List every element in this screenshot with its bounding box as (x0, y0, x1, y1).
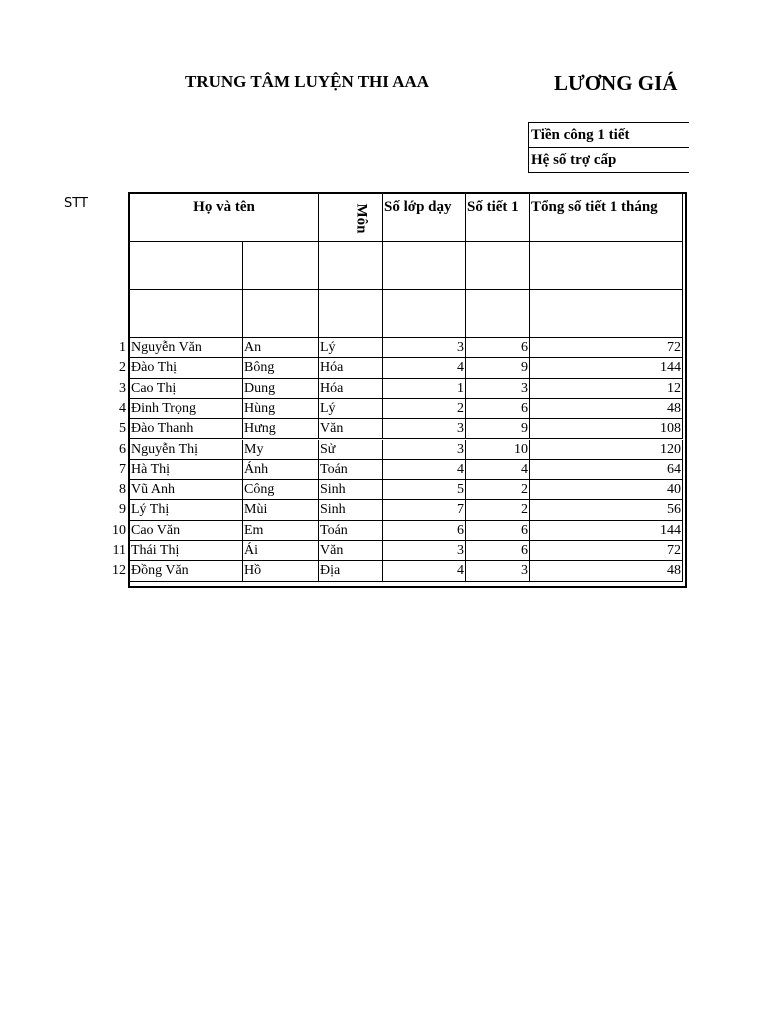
table-cell-total: 108 (530, 419, 683, 439)
table-cell-first: Em (243, 521, 319, 541)
row-number: 10 (112, 522, 126, 538)
table-cell-periods: 6 (466, 338, 530, 358)
table-cell-subject: Hóa (319, 358, 383, 378)
table-cell-subject: Lý (319, 338, 383, 358)
table-cell-subject: Sử (319, 440, 383, 460)
table-cell-subject: Sinh (319, 480, 383, 500)
table-cell-periods: 6 (466, 541, 530, 561)
table-cell-last: Đinh Trọng (130, 399, 243, 419)
table-cell-first: Hùng (243, 399, 319, 419)
table-cell-last: Đồng Văn (130, 561, 243, 581)
row-number: 9 (119, 502, 126, 518)
table-cell-last: Vũ Anh (130, 480, 243, 500)
table-cell-periods: 3 (466, 379, 530, 399)
table-cell-classes: 3 (383, 541, 466, 561)
table-cell-first: My (243, 440, 319, 460)
table-cell-classes: 4 (383, 358, 466, 378)
blank-cell (530, 290, 683, 338)
table-cell-classes: 3 (383, 338, 466, 358)
table-cell-classes: 2 (383, 399, 466, 419)
blank-cell (130, 290, 243, 338)
header-periods: Số tiết 1 (466, 194, 530, 242)
sheet-title: LƯƠNG GIÁ (554, 71, 678, 95)
row-number: 8 (119, 482, 126, 498)
table-cell-first: Hưng (243, 419, 319, 439)
table-cell-total: 48 (530, 561, 683, 581)
blank-cell (530, 242, 683, 290)
blank-cell (243, 290, 319, 338)
center-name: TRUNG TÂM LUYỆN THI AAA (185, 72, 430, 91)
table-cell-total: 72 (530, 541, 683, 561)
table-cell-last: Hà Thị (130, 460, 243, 480)
table-cell-last: Thái Thị (130, 541, 243, 561)
header-name: Họ và tên (130, 194, 319, 242)
table-cell-periods: 9 (466, 358, 530, 378)
table-cell-classes: 5 (383, 480, 466, 500)
table-cell-last: Đào Thanh (130, 419, 243, 439)
table-cell-classes: 7 (383, 500, 466, 520)
table-cell-periods: 6 (466, 521, 530, 541)
table-cell-total: 72 (530, 338, 683, 358)
table-cell-total: 48 (530, 399, 683, 419)
header-total: Tổng số tiết 1 tháng (530, 194, 683, 242)
table-cell-first: Ánh (243, 460, 319, 480)
table-cell-last: Cao Thị (130, 379, 243, 399)
row-number: 1 (119, 340, 126, 355)
row-number: 4 (119, 400, 126, 416)
row-number: 3 (119, 380, 126, 396)
info-label-allowance: Hệ số trợ cấp (529, 148, 689, 173)
table-cell-periods: 10 (466, 440, 530, 460)
table-cell-total: 40 (530, 480, 683, 500)
table-cell-first: Mùi (243, 500, 319, 520)
row-number: 7 (119, 461, 126, 477)
table-cell-classes: 1 (383, 379, 466, 399)
blank-cell (243, 242, 319, 290)
table-cell-subject: Toán (319, 460, 383, 480)
table-cell-last: Nguyễn Văn (130, 338, 243, 358)
table-cell-periods: 4 (466, 460, 530, 480)
table-cell-periods: 6 (466, 399, 530, 419)
table-cell-classes: 4 (383, 561, 466, 581)
blank-cell (319, 242, 383, 290)
table-cell-subject: Toán (319, 521, 383, 541)
blank-cell (466, 290, 530, 338)
table-cell-last: Cao Văn (130, 521, 243, 541)
table-cell-first: Dung (243, 379, 319, 399)
table-cell-total: 56 (530, 500, 683, 520)
info-label-wage: Tiền công 1 tiết (529, 123, 689, 148)
table-cell-first: Bông (243, 358, 319, 378)
row-number: 5 (119, 421, 126, 437)
table-cell-subject: Lý (319, 399, 383, 419)
row-number: 12 (112, 563, 126, 579)
blank-cell (130, 242, 243, 290)
salary-table (128, 192, 687, 588)
blank-cell (466, 242, 530, 290)
table-cell-first: Hồ (243, 561, 319, 581)
blank-cell (319, 290, 383, 338)
header-subject: Môn (353, 203, 370, 234)
table-cell-first: An (243, 338, 319, 358)
table-cell-periods: 2 (466, 500, 530, 520)
table-cell-subject: Văn (319, 419, 383, 439)
table-cell-last: Nguyễn Thị (130, 440, 243, 460)
table-cell-total: 12 (530, 379, 683, 399)
table-cell-periods: 9 (466, 419, 530, 439)
row-number: 6 (119, 441, 126, 457)
table-cell-classes: 6 (383, 521, 466, 541)
table-cell-total: 120 (530, 440, 683, 460)
table-cell-periods: 2 (466, 480, 530, 500)
row-number: 11 (112, 543, 126, 558)
table-cell-subject: Sinh (319, 500, 383, 520)
header-subject-cell (319, 194, 383, 242)
table-cell-subject: Hóa (319, 379, 383, 399)
row-number: 2 (119, 360, 126, 376)
table-cell-first: Công (243, 480, 319, 500)
table-cell-last: Lý Thị (130, 500, 243, 520)
blank-cell (383, 290, 466, 338)
info-box (528, 122, 689, 173)
header-classes: Số lớp dạy (383, 194, 466, 242)
blank-cell (383, 242, 466, 290)
table-cell-total: 144 (530, 521, 683, 541)
table-cell-first: Ái (243, 541, 319, 561)
table-cell-subject: Văn (319, 541, 383, 561)
table-cell-total: 144 (530, 358, 683, 378)
table-cell-classes: 3 (383, 419, 466, 439)
table-cell-classes: 3 (383, 440, 466, 460)
table-cell-subject: Địa (319, 561, 383, 581)
table-cell-total: 64 (530, 460, 683, 480)
table-cell-last: Đào Thị (130, 358, 243, 378)
stt-label: STT (64, 196, 88, 211)
table-cell-classes: 4 (383, 460, 466, 480)
table-cell-periods: 3 (466, 561, 530, 581)
